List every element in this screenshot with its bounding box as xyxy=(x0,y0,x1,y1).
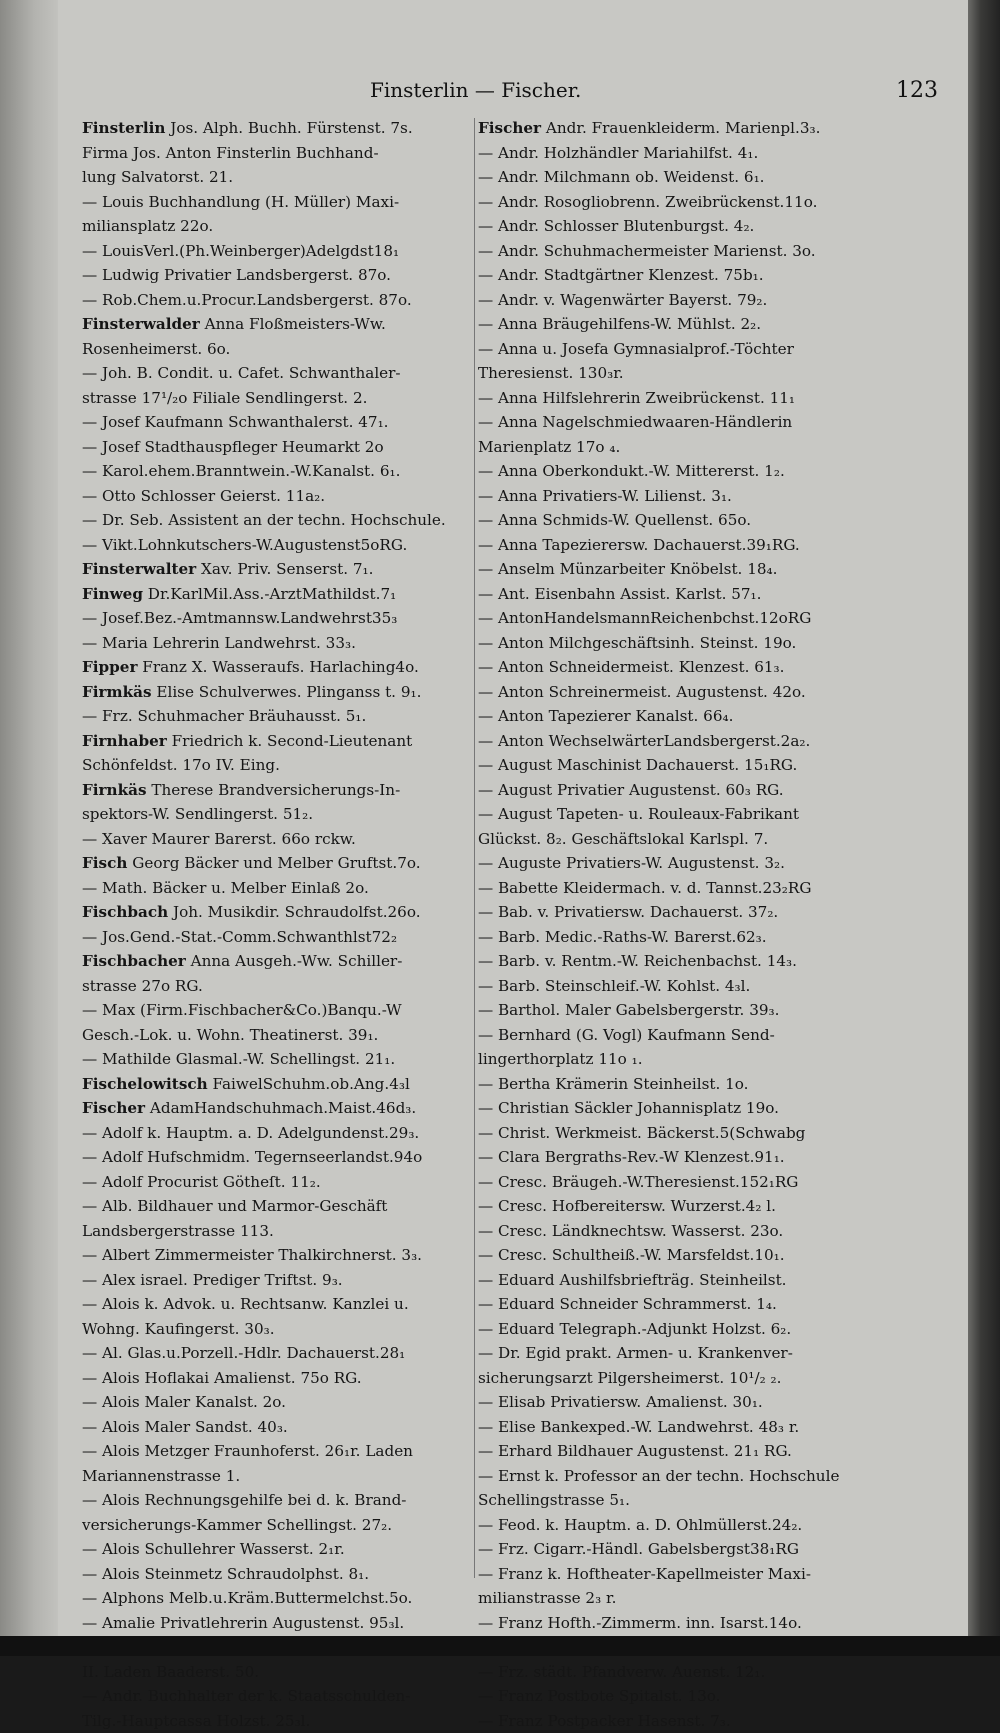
directory-entry: — Anselm Münzarbeiter Knöbelst. 18₄. xyxy=(478,557,878,582)
directory-entry: — Anton Tapezierer Kanalst. 66₄. xyxy=(478,704,878,729)
surname-heading: Fischbacher xyxy=(82,952,186,970)
directory-entry: — Cresc. Schultheiß.-W. Marsfeldst.10₁. xyxy=(478,1243,878,1268)
directory-entry: strasse 27o RG. xyxy=(82,974,482,999)
directory-entry: milianstrasse 2₃ r. xyxy=(478,1586,878,1611)
directory-entry: — Josef Kaufmann Schwanthalerst. 47₁. xyxy=(82,410,482,435)
directory-entry: — Anton WechselwärterLandsbergerst.2a₂. xyxy=(478,729,878,754)
directory-entry: — Anna Bräugehilfens-W. Mühlst. 2₂. xyxy=(478,312,878,337)
directory-entry: — Barb. Steinschleif.-W. Kohlst. 4₃l. xyxy=(478,974,878,999)
directory-entry: — Anna Tapezierersw. Dachauerst.39₁RG. xyxy=(478,533,878,558)
surname-heading: Firmkäs xyxy=(82,683,152,701)
book-spine xyxy=(968,0,1000,1656)
directory-entry: Finweg Dr.KarlMil.Ass.-ArztMathildst.7₁ xyxy=(82,582,482,607)
directory-entry: — Otto Schlosser Geierst. 11a₂. xyxy=(82,484,482,509)
directory-entry: — Anna Privatiers-W. Lilienst. 3₁. xyxy=(478,484,878,509)
directory-entry: Glückst. 8₂. Geschäftslokal Karlspl. 7. xyxy=(478,827,878,852)
directory-entry: Schellingstrasse 5₁. xyxy=(478,1488,878,1513)
directory-entry: — Alois Metzger Fraunhoferst. 26₁r. Laden xyxy=(82,1439,482,1464)
directory-entry: — Auguste Privatiers-W. Augustenst. 3₂. xyxy=(478,851,878,876)
directory-entry: — Erhard Bildhauer Augustenst. 21₁ RG. xyxy=(478,1439,878,1464)
directory-entry: — Franz Postbote Spitalst. 13o. xyxy=(478,1684,878,1709)
directory-entry: — Anna Hilfslehrerin Zweibrückenst. 11₁ xyxy=(478,386,878,411)
adjacent-page-edge xyxy=(0,0,58,1656)
directory-entry: Fisch Georg Bäcker und Melber Gruftst.7o. xyxy=(82,851,482,876)
directory-entry: — Adolf k. Hauptm. a. D. Adelgundenst.29₃. xyxy=(82,1121,482,1146)
directory-entry: — Andr. v. Wagenwärter Bayerst. 79₂. xyxy=(478,288,878,313)
directory-entry: — Jos.Gend.-Stat.-Comm.Schwanthlst72₂ xyxy=(82,925,482,950)
directory-entry: — Al. Glas.u.Porzell.-Hdlr. Dachauerst.28₁ xyxy=(82,1341,482,1366)
directory-entry: — Bernhard (G. Vogl) Kaufmann Send- xyxy=(478,1023,878,1048)
directory-entry: — Anna Oberkondukt.-W. Mittererst. 1₂. xyxy=(478,459,878,484)
column-divider xyxy=(474,118,475,1578)
directory-entry: — Joh. B. Condit. u. Cafet. Schwanthaler- xyxy=(82,361,482,386)
directory-entry: — Alois Maler Kanalst. 2o. xyxy=(82,1390,482,1415)
surname-heading: Fischelowitsch xyxy=(82,1075,208,1093)
directory-entry: — Clara Bergraths-Rev.-W Klenzest.91₁. xyxy=(478,1145,878,1170)
directory-entry: — Amalie Privatlehrerin Augustenst. 95₃l. xyxy=(82,1611,482,1636)
surname-heading: Finweg xyxy=(82,585,143,603)
surname-heading: Firnhaber xyxy=(82,732,167,750)
directory-entry: — Ant. Eisenbahn Assist. Karlst. 57₁. xyxy=(478,582,878,607)
directory-entry: — Frz. Cigarr.-Händl. Gabelsbergst38₁RG xyxy=(478,1537,878,1562)
directory-entry: — Eduard Schneider Schrammerst. 1₄. xyxy=(478,1292,878,1317)
directory-entry: — Josef Stadthauspfleger Heumarkt 2o xyxy=(82,435,482,460)
directory-entry: — Alois Steinmetz Schraudolphst. 8₁. xyxy=(82,1562,482,1587)
directory-entry: — Franz k. Hoftheater-Kapellmeister Maxi- xyxy=(478,1562,878,1587)
directory-entry: — Anna u. Josefa Gymnasialprof.-Töchter xyxy=(478,337,878,362)
directory-entry: — Andr. Schuhmachermeister Marienst. 3o. xyxy=(478,239,878,264)
directory-entry: Tilg.-Hauptcassa Holzst. 25₃l. xyxy=(82,1709,482,1733)
directory-entry: — Franz Hofth.-Zimmerm. inn. Isarst.14o. xyxy=(478,1611,878,1636)
directory-entry: Firma Jos. Anton Finsterlin Buchhand- xyxy=(82,141,482,166)
directory-entry: versicherungs-Kammer Schellingst. 27₂. xyxy=(82,1513,482,1538)
directory-entry: Fischer AdamHandschuhmach.Maist.46d₃. xyxy=(82,1096,482,1121)
directory-entry: — Elise Bankexped.-W. Landwehrst. 48₃ r. xyxy=(478,1415,878,1440)
directory-entry: — Eduard Aushilfsbriefträg. Steinheilst. xyxy=(478,1268,878,1293)
directory-entry: — Bab. v. Privatiersw. Dachauerst. 37₂. xyxy=(478,900,878,925)
directory-entry: — Maria Lehrerin Landwehrst. 33₃. xyxy=(82,631,482,656)
directory-entry: — August Privatier Augustenst. 60₃ RG. xyxy=(478,778,878,803)
directory-entry: miliansplatz 22o. xyxy=(82,214,482,239)
directory-entry: — Babette Kleidermach. v. d. Tannst.23₂RG xyxy=(478,876,878,901)
directory-entry: — Andr. Rosogliobrenn. Zweibrückenst.11o. xyxy=(478,190,878,215)
directory-entry: lingerthorplatz 11o ₁. xyxy=(478,1047,878,1072)
directory-entry: — Ernst k. Professor an der techn. Hochschule xyxy=(478,1464,878,1489)
directory-entry: Gesch.-Lok. u. Wohn. Theatinerst. 39₁. xyxy=(82,1023,482,1048)
directory-entry: Theresienst. 130₃r. xyxy=(478,361,878,386)
directory-entry: — Barb. Medic.-Raths-W. Barerst.62₃. xyxy=(478,925,878,950)
directory-entry: Firmkäs Elise Schulverwes. Plinganss t. 9₁. xyxy=(82,680,482,705)
directory-entry: — Josef.Bez.-Amtmannsw.Landwehrst35₃ xyxy=(82,606,482,631)
directory-entry: Marienplatz 17o ₄. xyxy=(478,435,878,460)
surname-heading: Finsterlin xyxy=(82,119,165,137)
directory-entry: — Andr. Buchhalter der k. Staatsschulden- xyxy=(82,1684,482,1709)
directory-entry: — Cresc. Ländknechtsw. Wasserst. 23o. xyxy=(478,1219,878,1244)
directory-entry: — Alois Maler Sandst. 40₃. xyxy=(82,1415,482,1440)
surname-heading: Fipper xyxy=(82,658,137,676)
directory-entry: Fipper Franz X. Wasseraufs. Harlaching4o. xyxy=(82,655,482,680)
directory-entry: Firnhaber Friedrich k. Second-Lieutenant xyxy=(82,729,482,754)
directory-entry: Firnkäs Therese Brandversicherungs-In- xyxy=(82,778,482,803)
directory-entry: Finsterwalder Anna Floßmeisters-Ww. xyxy=(82,312,482,337)
directory-entry: — Andr. Milchmann ob. Weidenst. 6₁. xyxy=(478,165,878,190)
directory-entry: — Barb. v. Rentm.-W. Reichenbachst. 14₃. xyxy=(478,949,878,974)
directory-entry: — Elisab Privatiersw. Amalienst. 30₁. xyxy=(478,1390,878,1415)
directory-entry: — Alois Rechnungsgehilfe bei d. k. Brand- xyxy=(82,1488,482,1513)
directory-entry: — Andr. Stadtgärtner Klenzest. 75b₁. xyxy=(478,263,878,288)
directory-entry: — Barthol. Maler Gabelsbergerstr. 39₃. xyxy=(478,998,878,1023)
directory-entry: — Anna Schmids-W. Quellenst. 65o. xyxy=(478,508,878,533)
page-title: Finsterlin — Fischer. xyxy=(370,78,581,102)
directory-entry: — Anna Nagelschmiedwaaren-Händlerin xyxy=(478,410,878,435)
directory-entry: — Mathilde Glasmal.-W. Schellingst. 21₁. xyxy=(82,1047,482,1072)
surname-heading: Firnkäs xyxy=(82,781,147,799)
surname-heading: Finsterwalter xyxy=(82,560,196,578)
directory-entry: Fischer Andr. Frauenkleiderm. Marienpl.3₃. xyxy=(478,116,878,141)
directory-entry: — Christ. Werkmeist. Bäckerst.5(Schwabg xyxy=(478,1121,878,1146)
directory-entry: strasse 17¹/₂o Filiale Sendlingerst. 2. xyxy=(82,386,482,411)
directory-entry: — Bertha Krämerin Steinheilst. 1o. xyxy=(478,1072,878,1097)
directory-entry: — Adolf Procurist Götheſt. 11₂. xyxy=(82,1170,482,1195)
directory-entry: Finsterlin Jos. Alph. Buchh. Fürstenst. 7s. xyxy=(82,116,482,141)
directory-entry: lung Salvatorst. 21. xyxy=(82,165,482,190)
directory-entry: — Cresc. Hofbereitersw. Wurzerst.4₂ l. xyxy=(478,1194,878,1219)
scan-border xyxy=(0,1636,1000,1656)
directory-entry: — Dr. Egid prakt. Armen- u. Krankenver- xyxy=(478,1341,878,1366)
directory-entry: spektors-W. Sendlingerst. 51₂. xyxy=(82,802,482,827)
directory-entry: — Alois Schullehrer Wasserst. 2₁r. xyxy=(82,1537,482,1562)
directory-entry: Rosenheimerst. 6o. xyxy=(82,337,482,362)
directory-entry: Schönfeldst. 17o IV. Eing. xyxy=(82,753,482,778)
directory-entry: Fischbach Joh. Musikdir. Schraudolfst.26o. xyxy=(82,900,482,925)
running-header xyxy=(60,78,960,104)
directory-entry: — Adolf Hufschmidm. Tegernseerlandst.94o xyxy=(82,1145,482,1170)
directory-entry: — Albert Zimmermeister Thalkirchnerst. 3₃. xyxy=(82,1243,482,1268)
page-number: 123 xyxy=(896,78,938,103)
directory-entry: — August Tapeten- u. Rouleaux-Fabrikant xyxy=(478,802,878,827)
directory-entry: II. Laden Baaderst. 50. xyxy=(82,1660,482,1685)
directory-entry: — Feod. k. Hauptm. a. D. Ohlmüllerst.24₂. xyxy=(478,1513,878,1538)
right-column xyxy=(478,116,878,1733)
directory-entry: sicherungsarzt Pilgersheimerst. 10¹/₂ ₂. xyxy=(478,1366,878,1391)
directory-entry: Fischbacher Anna Ausgeh.-Ww. Schiller- xyxy=(82,949,482,974)
directory-entry: — Rob.Chem.u.Procur.Landsbergerst. 87o. xyxy=(82,288,482,313)
directory-entry: — Alois Hoflakai Amalienst. 75o RG. xyxy=(82,1366,482,1391)
directory-entry: — Andr. Holzhändler Mariahilfst. 4₁. xyxy=(478,141,878,166)
directory-entry: — Anton Milchgeschäftsinh. Steinst. 19o. xyxy=(478,631,878,656)
surname-heading: Finsterwalder xyxy=(82,315,200,333)
directory-entry: — Frz. städt. Pfandverw. Auenst. 12₁. xyxy=(478,1660,878,1685)
directory-entry: — Karol.ehem.Branntwein.-W.Kanalst. 6₁. xyxy=(82,459,482,484)
directory-entry: — Alex israel. Prediger Triftst. 9₃. xyxy=(82,1268,482,1293)
directory-entry: — Louis Buchhandlung (H. Müller) Maxi- xyxy=(82,190,482,215)
directory-entry: Fischelowitsch FaiwelSchuhm.ob.Ang.4₃l xyxy=(82,1072,482,1097)
surname-heading: Fischer xyxy=(478,119,541,137)
directory-entry: — Alb. Bildhauer und Marmor-Geschäft xyxy=(82,1194,482,1219)
directory-entry: Wohng. Kaufingerst. 30₃. xyxy=(82,1317,482,1342)
directory-entry: Landsbergerstrasse 113. xyxy=(82,1219,482,1244)
directory-entry: — Anton Schreinermeist. Augustenst. 42o. xyxy=(478,680,878,705)
directory-entry: — AntonHandelsmannReichenbchst.12oRG xyxy=(478,606,878,631)
directory-entry: — Franz Postpacker Hasenst. 7₃. xyxy=(478,1709,878,1733)
directory-entry: — August Maschinist Dachauerst. 15₁RG. xyxy=(478,753,878,778)
directory-entry: — Andr. Schlosser Blutenburgst. 4₂. xyxy=(478,214,878,239)
directory-entry: — Vikt.Lohnkutschers-W.Augustenst5oRG. xyxy=(82,533,482,558)
directory-entry: — Math. Bäcker u. Melber Einlaß 2o. xyxy=(82,876,482,901)
directory-entry: Finsterwalter Xav. Priv. Senserst. 7₁. xyxy=(82,557,482,582)
directory-entry: — Eduard Telegraph.-Adjunkt Holzst. 6₂. xyxy=(478,1317,878,1342)
surname-heading: Fisch xyxy=(82,854,127,872)
surname-heading: Fischer xyxy=(82,1099,145,1117)
directory-entry: — Anton Schneidermeist. Klenzest. 61₃. xyxy=(478,655,878,680)
directory-entry: — Xaver Maurer Barerst. 66o rckw. xyxy=(82,827,482,852)
directory-entry: — Ludwig Privatier Landsbergerst. 87o. xyxy=(82,263,482,288)
directory-entry: Mariannenstrasse 1. xyxy=(82,1464,482,1489)
surname-heading: Fischbach xyxy=(82,903,168,921)
directory-entry: — Dr. Seb. Assistent an der techn. Hochschule. xyxy=(82,508,482,533)
directory-entry: — Max (Firm.Fischbacher&Co.)Banqu.-W xyxy=(82,998,482,1023)
directory-entry: — LouisVerl.(Ph.Weinberger)Adelgdst18₁ xyxy=(82,239,482,264)
directory-entry: — Alphons Melb.u.Kräm.Buttermelchst.5o. xyxy=(82,1586,482,1611)
left-column xyxy=(82,116,482,1733)
directory-entry: — Frz. Schuhmacher Bräuhausst. 5₁. xyxy=(82,704,482,729)
directory-entry: — Christian Säckler Johannisplatz 19o. xyxy=(478,1096,878,1121)
directory-entry: — Cresc. Bräugeh.-W.Theresienst.152₁RG xyxy=(478,1170,878,1195)
directory-entry: — Alois k. Advok. u. Rechtsanw. Kanzlei u. xyxy=(82,1292,482,1317)
